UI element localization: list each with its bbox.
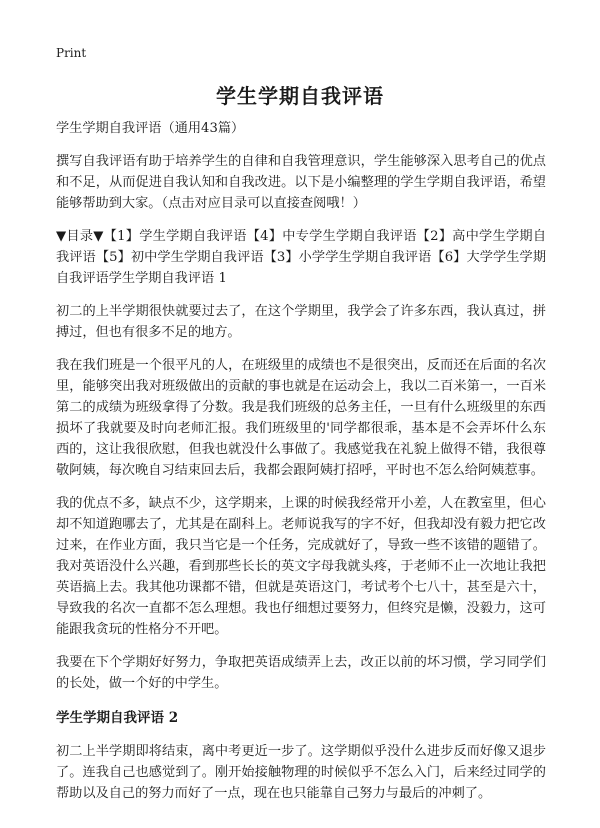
- body-paragraph: 我要在下个学期好好努力，争取把英语成绩弄上去，改正以前的坏习惯，学习同学们的长处，做一个好的中学生。: [56, 655, 546, 691]
- body-paragraph: 初二的上半学期很快就要过去了，在这个学期里，我学会了许多东西，我认真过，拼搏过，但也有很多不足的地方。: [56, 304, 546, 340]
- page-title: 学生学期自我评语: [216, 84, 384, 108]
- section-1-heading: 学生学期自我评语 1: [108, 271, 227, 286]
- toc-link-2[interactable]: 【2】高中学生学期自我评语: [56, 229, 547, 265]
- section-2-heading: 学生学期自我评语 2: [56, 710, 179, 726]
- body-paragraph: 我在我们班是一个很平凡的人，在班级里的成绩也不是很突出，反而还在后面的名次里，能够突出我对班级做出的贡献的事也就是在运动会上，我以二百米第一，一百米第二的成绩为班级拿得了分数。我是我们班级的总务主任，一旦有什么班级里的东西损坏了我就要及时向老师汇报。我们班级里的'同学都很乖，基本是不会弄坏什么东西的，这让我很欣慰，但我也就没什么事做了。我感觉我在礼貌上做得不错，我很尊敬阿姨，每次晚自习结束回去后，我都会跟阿姨打招呼，平时也不怎么给阿姨惹事。: [56, 358, 546, 478]
- body-paragraph: 初二上半学期即将结束，离中考更近一步了。这学期似乎没什么进步反而好像又退步了。连我自己也感觉到了。刚开始接触物理的时候似乎不怎么入门，后来经过同学的帮助以及自己的努力而好了一点，现在也只能靠自己努力与最后的冲刺了。: [56, 744, 546, 801]
- intro-paragraph: 撰写自我评语有助于培养学生的自律和自我管理意识，学生能够深入思考自己的优点和不足，从而促进自我认知和自我改进。以下是小编整理的学生学期自我评语，希望能够帮助到大家。（点击对应目录可以直接查阅哦！）: [56, 154, 546, 211]
- toc-link-1[interactable]: 【1】学生学期自我评语: [103, 229, 247, 244]
- toc-link-4[interactable]: 【4】中专学生学期自我评语: [246, 229, 417, 244]
- toc-link-5[interactable]: 【5】初中学生学期自我评语: [95, 250, 264, 265]
- toc-prefix: ▼目录▼: [56, 229, 104, 244]
- print-link[interactable]: Print: [56, 46, 87, 60]
- table-of-contents: [56, 226, 546, 289]
- toc-link-3[interactable]: 【3】小学学生学期自我评语: [263, 250, 432, 265]
- body-paragraph: 我的优点不多，缺点不少，这学期来，上课的时候我经常开小差，人在教室里，但心却不知道跑哪去了，尤其是在副科上。老师说我写的字不好，但我却没有毅力把它改过来，在作业方面，我只当它是一个任务，完成就好了，导致一些不该错的题错了。我对英语没什么兴趣，看到那些长长的英文字母我就头疼，于老师不止一次地让我把英语搞上去。我其他功课都不错，但就是英语这门，考试考个七八十，甚至是六十，导致我的名次一直都不怎么理想。我也仔细想过要努力，但终究是懒，没毅力，这可能跟我贪玩的性格分不开吧。: [56, 496, 546, 637]
- article-subtitle: 学生学期自我评语（通用43篇）: [56, 121, 245, 136]
- toc-link-6[interactable]: 【6】大学学生学期自我评语: [56, 250, 547, 286]
- article-body: [56, 118, 546, 816]
